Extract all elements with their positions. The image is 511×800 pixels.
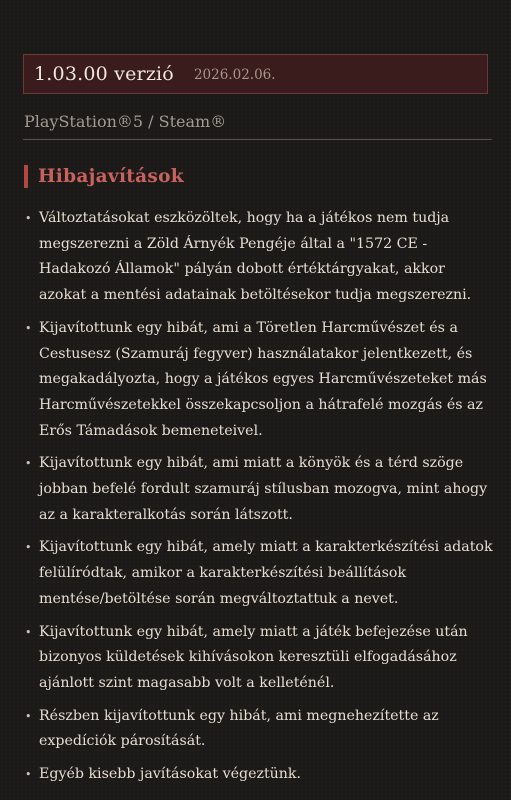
fix-list [24,206,494,795]
bullet-icon: • [25,212,32,225]
divider [23,139,492,140]
bullet-icon: • [25,625,32,639]
bullet-icon: • [25,457,32,471]
section-title: Hibajavítások [38,166,184,187]
list-item-text: Egyéb kisebb javításokat végeztünk. [39,766,302,783]
platforms-label: PlayStation®5 / Steam® [24,112,227,131]
section-accent-bar [24,165,28,188]
list-item [24,206,494,309]
version-header [23,54,488,94]
list-item [24,535,494,612]
version-title: 1.03.00 verzió [34,63,174,85]
list-item [24,620,494,697]
list-item-text: Kijavítottunk egy hibát, amely miatt a játék befejezése után bizonyos küldetések kihívásokon keresztüli elfogadásához ajánlott szint magasabb volt a kelleténél. [39,623,468,691]
bullet-icon: • [25,768,32,782]
list-item-text: Részben kijavítottunk egy hibát, ami megnehezítette az expedíciók párosítását. [39,707,439,750]
list-item [24,316,494,445]
section-header [24,164,184,189]
list-item-text: Kijavítottunk egy hibát, amely miatt a karakterkészítési adatok felülíródtak, amikor a karakterkészítési beállítások mentése/betöltése során megváltoztattuk a nevet. [39,539,493,607]
list-item [24,451,494,528]
bullet-icon: • [25,541,32,555]
list-item-text: Változtatásokat eszközöltek, hogy ha a játékos nem tudja megszerezni a Zöld Árnyék Pengéje által a "1572 CE - Hadakozó Államok" pályán dobott értéktárgyakat, akkor azokat a mentési adatainak betöltésekor tudja megszerezni. [39,210,472,304]
list-item [24,704,494,755]
version-date: 2026.02.06. [193,67,276,83]
bullet-icon: • [25,709,32,723]
list-item [24,762,494,788]
list-item-text: Kijavítottunk egy hibát, ami a Töretlen Harcművészet és a Cestusesz (Szamuráj fegyver) használatakor jelentkezett, és megakadályozta, hogy a játékos egyes Harcművészeteket más Harcművészetekkel összekapcsoljon a hátrafelé mozgás és az Erős Támadások bemeneteivel. [39,319,487,439]
bullet-icon: • [25,321,32,335]
list-item-text: Kijavítottunk egy hibát, ami miatt a könyök és a térd szöge jobban befelé fordult szamuráj stílusban mozogva, mint ahogy az a karakteralkotás során látszott. [39,455,488,523]
